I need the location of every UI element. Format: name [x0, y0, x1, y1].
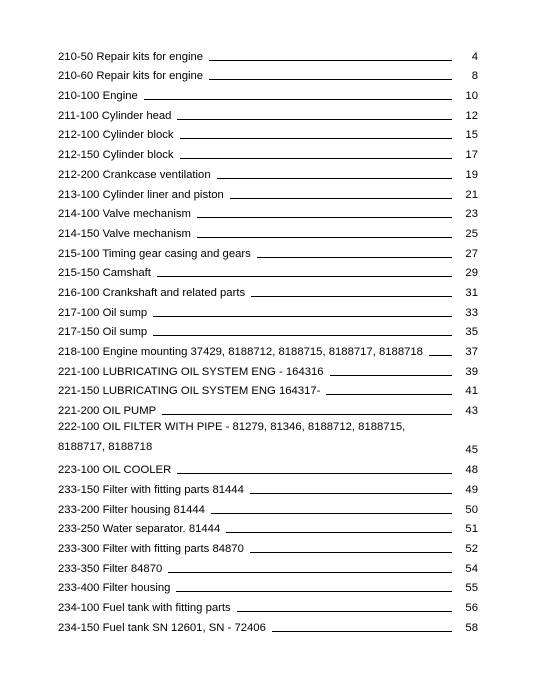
- toc-leader-line: [209, 60, 452, 61]
- toc-leader-line: [211, 513, 452, 514]
- toc-leader-line: [157, 276, 452, 277]
- toc-entry-title[interactable]: 233-350 Filter 84870: [58, 562, 163, 575]
- toc-leader-line: [162, 414, 452, 415]
- toc-entry[interactable]: [58, 457, 478, 477]
- toc-entry-title[interactable]: 214-150 Valve mechanism: [58, 227, 191, 240]
- toc-leader-line: [180, 138, 452, 139]
- toc-leader-line: [197, 217, 452, 218]
- toc-leader-line: [153, 316, 452, 317]
- toc-page-number[interactable]: 37: [465, 346, 478, 358]
- toc-page-number[interactable]: 54: [465, 562, 478, 575]
- toc-entry-title[interactable]: 218-100 Engine mounting 37429, 8188712, 8188715, 8188717, 8188718: [58, 346, 423, 358]
- table-of-contents: [58, 44, 478, 635]
- toc-page-number[interactable]: 48: [465, 464, 478, 477]
- toc-entry-title[interactable]: 221-100 LUBRICATING OIL SYSTEM ENG - 164316: [58, 365, 324, 378]
- toc-entry[interactable]: [58, 300, 478, 320]
- toc-page-number[interactable]: 23: [465, 208, 478, 221]
- toc-entry-title[interactable]: 215-150 Camshaft: [58, 267, 151, 280]
- toc-leader-line: [251, 296, 452, 297]
- toc-entry[interactable]: [58, 536, 478, 556]
- toc-entry-title[interactable]: 234-150 Fuel tank SN 12601, SN - 72406: [58, 621, 266, 634]
- toc-page-number[interactable]: 35: [465, 326, 478, 339]
- toc-entry-title[interactable]: 214-100 Valve mechanism: [58, 208, 191, 221]
- toc-leader-line: [429, 355, 452, 356]
- toc-entry-title[interactable]: 216-100 Crankshaft and related parts: [58, 286, 246, 299]
- toc-entry[interactable]: [58, 359, 478, 379]
- toc-entry-title[interactable]: 210-100 Engine: [58, 90, 138, 103]
- toc-leader-line: [230, 198, 452, 199]
- toc-leader-line: [226, 532, 452, 533]
- toc-leader-line: [153, 335, 452, 336]
- toc-entry[interactable]: [58, 398, 478, 418]
- toc-page-number[interactable]: 41: [465, 385, 478, 398]
- toc-page-number[interactable]: 56: [465, 601, 478, 614]
- toc-page-number[interactable]: 25: [465, 227, 478, 240]
- toc-page-number[interactable]: 12: [465, 109, 478, 122]
- toc-leader-line: [250, 552, 452, 553]
- toc-leader-line: [168, 572, 452, 573]
- toc-entry-title[interactable]: 234-100 Fuel tank with fitting parts: [58, 601, 231, 614]
- toc-entry-title[interactable]: 212-100 Cylinder block: [58, 129, 174, 142]
- toc-page-number[interactable]: 50: [465, 503, 478, 516]
- toc-entry-title[interactable]: 211-100 Cylinder head: [58, 109, 172, 122]
- toc-entry-title[interactable]: 215-100 Timing gear casing and gears: [58, 247, 251, 260]
- toc-page-number[interactable]: 21: [465, 188, 478, 201]
- toc-entry-title[interactable]: 233-400 Filter housing: [58, 582, 171, 595]
- toc-entry[interactable]: [58, 221, 478, 241]
- toc-leader-line: [144, 99, 452, 100]
- toc-page-number[interactable]: 29: [465, 267, 478, 280]
- toc-leader-line: [257, 257, 452, 258]
- toc-page-number[interactable]: 10: [465, 90, 478, 103]
- toc-entry[interactable]: [58, 497, 478, 517]
- toc-entry[interactable]: [58, 142, 478, 162]
- toc-entry[interactable]: [58, 162, 478, 182]
- toc-entry-title[interactable]: 233-250 Water separator. 81444: [58, 523, 221, 536]
- toc-entry[interactable]: [58, 202, 478, 222]
- toc-page-number[interactable]: 31: [465, 286, 478, 299]
- toc-entry-title[interactable]: 217-150 Oil sump: [58, 326, 148, 339]
- toc-entry-title[interactable]: 222-100 OIL FILTER WITH PIPE - 81279, 81346, 8188712, 8188715, 8188717, 8188718: [58, 421, 406, 453]
- toc-leader-line: [197, 237, 452, 238]
- toc-entry[interactable]: [58, 418, 478, 457]
- toc-leader-line: [176, 591, 452, 592]
- toc-leader-line: [177, 119, 452, 120]
- toc-page-number[interactable]: 45: [465, 444, 478, 457]
- toc-entry[interactable]: [58, 83, 478, 103]
- toc-entry[interactable]: [58, 123, 478, 143]
- toc-entry[interactable]: [58, 615, 478, 635]
- toc-entry[interactable]: [58, 517, 478, 537]
- toc-page-number[interactable]: 8: [471, 70, 478, 83]
- toc-page-number[interactable]: 58: [465, 621, 478, 634]
- toc-entry[interactable]: [58, 339, 478, 359]
- toc-entry[interactable]: [58, 379, 478, 399]
- toc-leader-line: [326, 394, 452, 395]
- toc-entry-title[interactable]: 221-200 OIL PUMP: [58, 405, 157, 418]
- toc-entry-title[interactable]: 212-150 Cylinder block: [58, 149, 174, 162]
- toc-page-number[interactable]: 51: [465, 523, 478, 536]
- toc-entry-title[interactable]: 223-100 OIL COOLER: [58, 464, 172, 477]
- toc-entry-title[interactable]: 233-200 Filter housing 81444: [58, 503, 205, 516]
- toc-entry-title[interactable]: 221-150 LUBRICATING OIL SYSTEM ENG 164317-: [58, 385, 321, 398]
- toc-page-number[interactable]: 43: [465, 405, 478, 418]
- toc-page-number[interactable]: 33: [465, 306, 478, 319]
- toc-entry-title[interactable]: 233-150 Filter with fitting parts 81444: [58, 483, 244, 496]
- toc-entry[interactable]: [58, 261, 478, 281]
- toc-entry[interactable]: [58, 241, 478, 261]
- toc-entry[interactable]: [58, 595, 478, 615]
- toc-entry[interactable]: [58, 44, 478, 64]
- toc-entry-title[interactable]: 217-100 Oil sump: [58, 306, 148, 319]
- toc-page-number[interactable]: 17: [465, 149, 478, 162]
- toc-entry[interactable]: [58, 576, 478, 596]
- toc-page-number[interactable]: 27: [465, 247, 478, 260]
- toc-page-number[interactable]: 19: [465, 168, 478, 181]
- toc-page-number[interactable]: 39: [465, 365, 478, 378]
- toc-entry[interactable]: [58, 64, 478, 84]
- toc-leader-line: [272, 631, 452, 632]
- toc-page-number[interactable]: 52: [465, 542, 478, 555]
- toc-entry-title[interactable]: 213-100 Cylinder liner and piston: [58, 188, 224, 201]
- toc-entry[interactable]: [58, 477, 478, 497]
- toc-leader-line: [250, 493, 452, 494]
- toc-leader-line: [177, 473, 452, 474]
- toc-entry-title[interactable]: 212-200 Crankcase ventilation: [58, 168, 211, 181]
- toc-entry-title[interactable]: 210-60 Repair kits for engine: [58, 70, 204, 83]
- toc-page-number[interactable]: 55: [465, 582, 478, 595]
- toc-entry[interactable]: [58, 103, 478, 123]
- toc-leader-line: [330, 375, 452, 376]
- toc-page-number[interactable]: 49: [465, 483, 478, 496]
- toc-leader-line: [237, 611, 452, 612]
- toc-entry[interactable]: [58, 320, 478, 340]
- toc-entry[interactable]: [58, 556, 478, 576]
- toc-leader-line: [217, 178, 452, 179]
- toc-leader-line: [180, 158, 452, 159]
- toc-entry-title[interactable]: 210-50 Repair kits for engine: [58, 50, 204, 63]
- toc-entry[interactable]: [58, 182, 478, 202]
- toc-leader-line: [209, 79, 452, 80]
- toc-page-number[interactable]: 15: [465, 129, 478, 142]
- toc-page-number[interactable]: 4: [471, 50, 478, 63]
- toc-entry-title[interactable]: 233-300 Filter with fitting parts 84870: [58, 542, 244, 555]
- toc-entry[interactable]: [58, 280, 478, 300]
